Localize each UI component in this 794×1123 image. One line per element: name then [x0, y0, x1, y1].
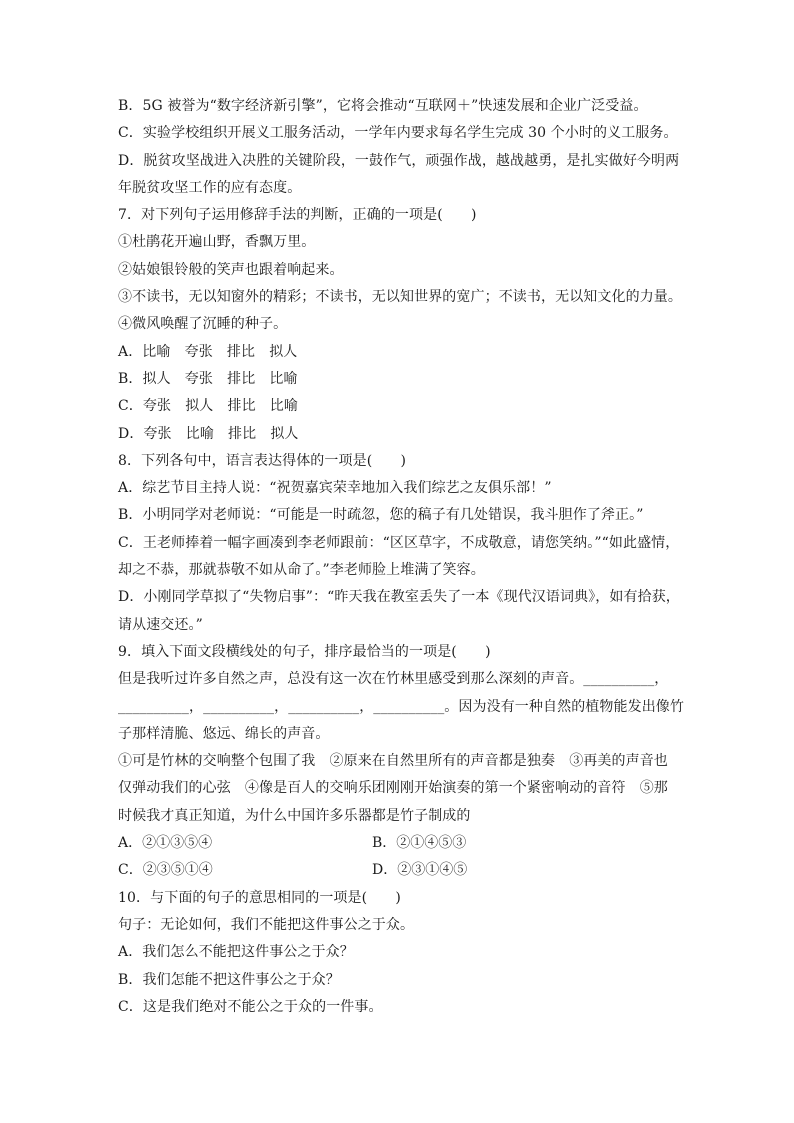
q8-option-a: A．综艺节目主持人说：“祝贺嘉宾荣幸地加入我们综艺之友俱乐部！”: [118, 480, 552, 497]
q9-option-b: B．②①④⑤③: [372, 835, 467, 852]
q7-option-c: C．夸张 拟人 排比 比喻: [118, 398, 299, 415]
option-c-q6: C．实验学校组织开展义工服务活动，一学年内要求每名学生完成 30 个小时的义工服务。: [118, 125, 678, 142]
q9-sentences-line-3: 时候我才真正知道，为什么中国许多乐器都是竹子制成的: [118, 807, 471, 824]
q9-passage-line-1: 但是我听过许多自然之声，总没有这一次在竹林里感受到那么深刻的声音。__________，: [118, 671, 669, 688]
q8-option-c-continued: 却之不恭，那就恭敬不如从命了。”李老师脸上堆满了笑容。: [118, 562, 485, 579]
q7-sentence-1: ①杜鹃花开遍山野，香飘万里。: [118, 234, 316, 251]
q8-option-d: D．小刚同学草拟了“失物启事”：“昨天我在教室丢失了一本《现代汉语词典》，如有拾获，: [118, 589, 680, 606]
q9-option-c: C．②③⑤①④: [118, 862, 213, 879]
q9-passage-line-2: __________，__________，__________，__________。因为没有一种自然的植物能发出像竹: [118, 698, 684, 715]
q7-option-a: A．比喻 夸张 排比 拟人: [118, 343, 298, 360]
question-10-stem: 10．与下面的句子的意思相同的一项是( ): [118, 889, 401, 906]
question-7-stem: 7．对下列句子运用修辞手法的判断，正确的一项是( ): [118, 207, 477, 224]
q9-passage-line-3: 子那样清脆、悠远、绵长的声音。: [118, 725, 330, 742]
q9-options-row-2: [118, 857, 678, 884]
q10-sentence: 句子：无论如何，我们不能把这件事公之于众。: [118, 916, 415, 933]
q7-option-b: B．拟人 夸张 排比 比喻: [118, 370, 298, 387]
q7-sentence-4: ④微风唤醒了沉睡的种子。: [118, 316, 288, 333]
q9-option-a: A．②①③⑤④: [118, 835, 213, 852]
question-9-stem: 9．填入下面文段横线处的句子，排序最恰当的一项是( ): [118, 643, 491, 660]
q10-option-c: C．这是我们绝对不能公之于众的一件事。: [118, 998, 383, 1015]
q7-sentence-3: ③不读书，无以知窗外的精彩；不读书，无以知世界的宽广；不读书，无以知文化的力量。: [118, 289, 682, 306]
q9-sentences-line-1: ①可是竹林的交响整个包围了我 ②原来在自然里所有的声音都是独奏 ③再美的声音也: [118, 753, 668, 770]
q9-sentences-line-2: 仅弹动我们的心弦 ④像是百人的交响乐团刚刚开始演奏的第一个紧密响动的音符 ⑤那: [118, 780, 668, 797]
q10-option-b: B．我们怎能不把这件事公之于众？: [118, 971, 340, 988]
q10-option-a: A．我们怎么不能把这件事公之于众？: [118, 944, 354, 961]
q7-sentence-2: ②姑娘银铃般的笑声也跟着响起来。: [118, 261, 344, 278]
q8-option-b: B．小明同学对老师说：“可能是一时疏忽，您的稿子有几处错误，我斗胆作了斧正。”: [118, 507, 644, 524]
q9-option-d: D．②③①④⑤: [372, 862, 468, 879]
question-8-stem: 8．下列各句中，语言表达得体的一项是( ): [118, 452, 407, 469]
q7-option-d: D．夸张 比喻 排比 拟人: [118, 425, 299, 442]
q9-options-row-1: [118, 830, 678, 857]
q8-option-d-continued: 请从速交还。”: [118, 616, 203, 633]
option-d-q6-continued: 年脱贫攻坚工作的应有态度。: [118, 179, 302, 196]
option-b-q6: B．5G 被誉为“数字经济新引擎”，它将会推动“互联网＋”快速发展和企业广泛受益。: [118, 98, 648, 114]
question-text-block: [118, 93, 684, 1021]
option-d-q6: D．脱贫攻坚战进入决胜的关键阶段，一鼓作气，顽强作战，越战越勇，是扎实做好今明两: [118, 152, 680, 169]
q8-option-c: C．王老师捧着一幅字画凑到李老师跟前：“区区草字，不成敬意，请您笑纳。”“如此盛情，: [118, 534, 680, 551]
